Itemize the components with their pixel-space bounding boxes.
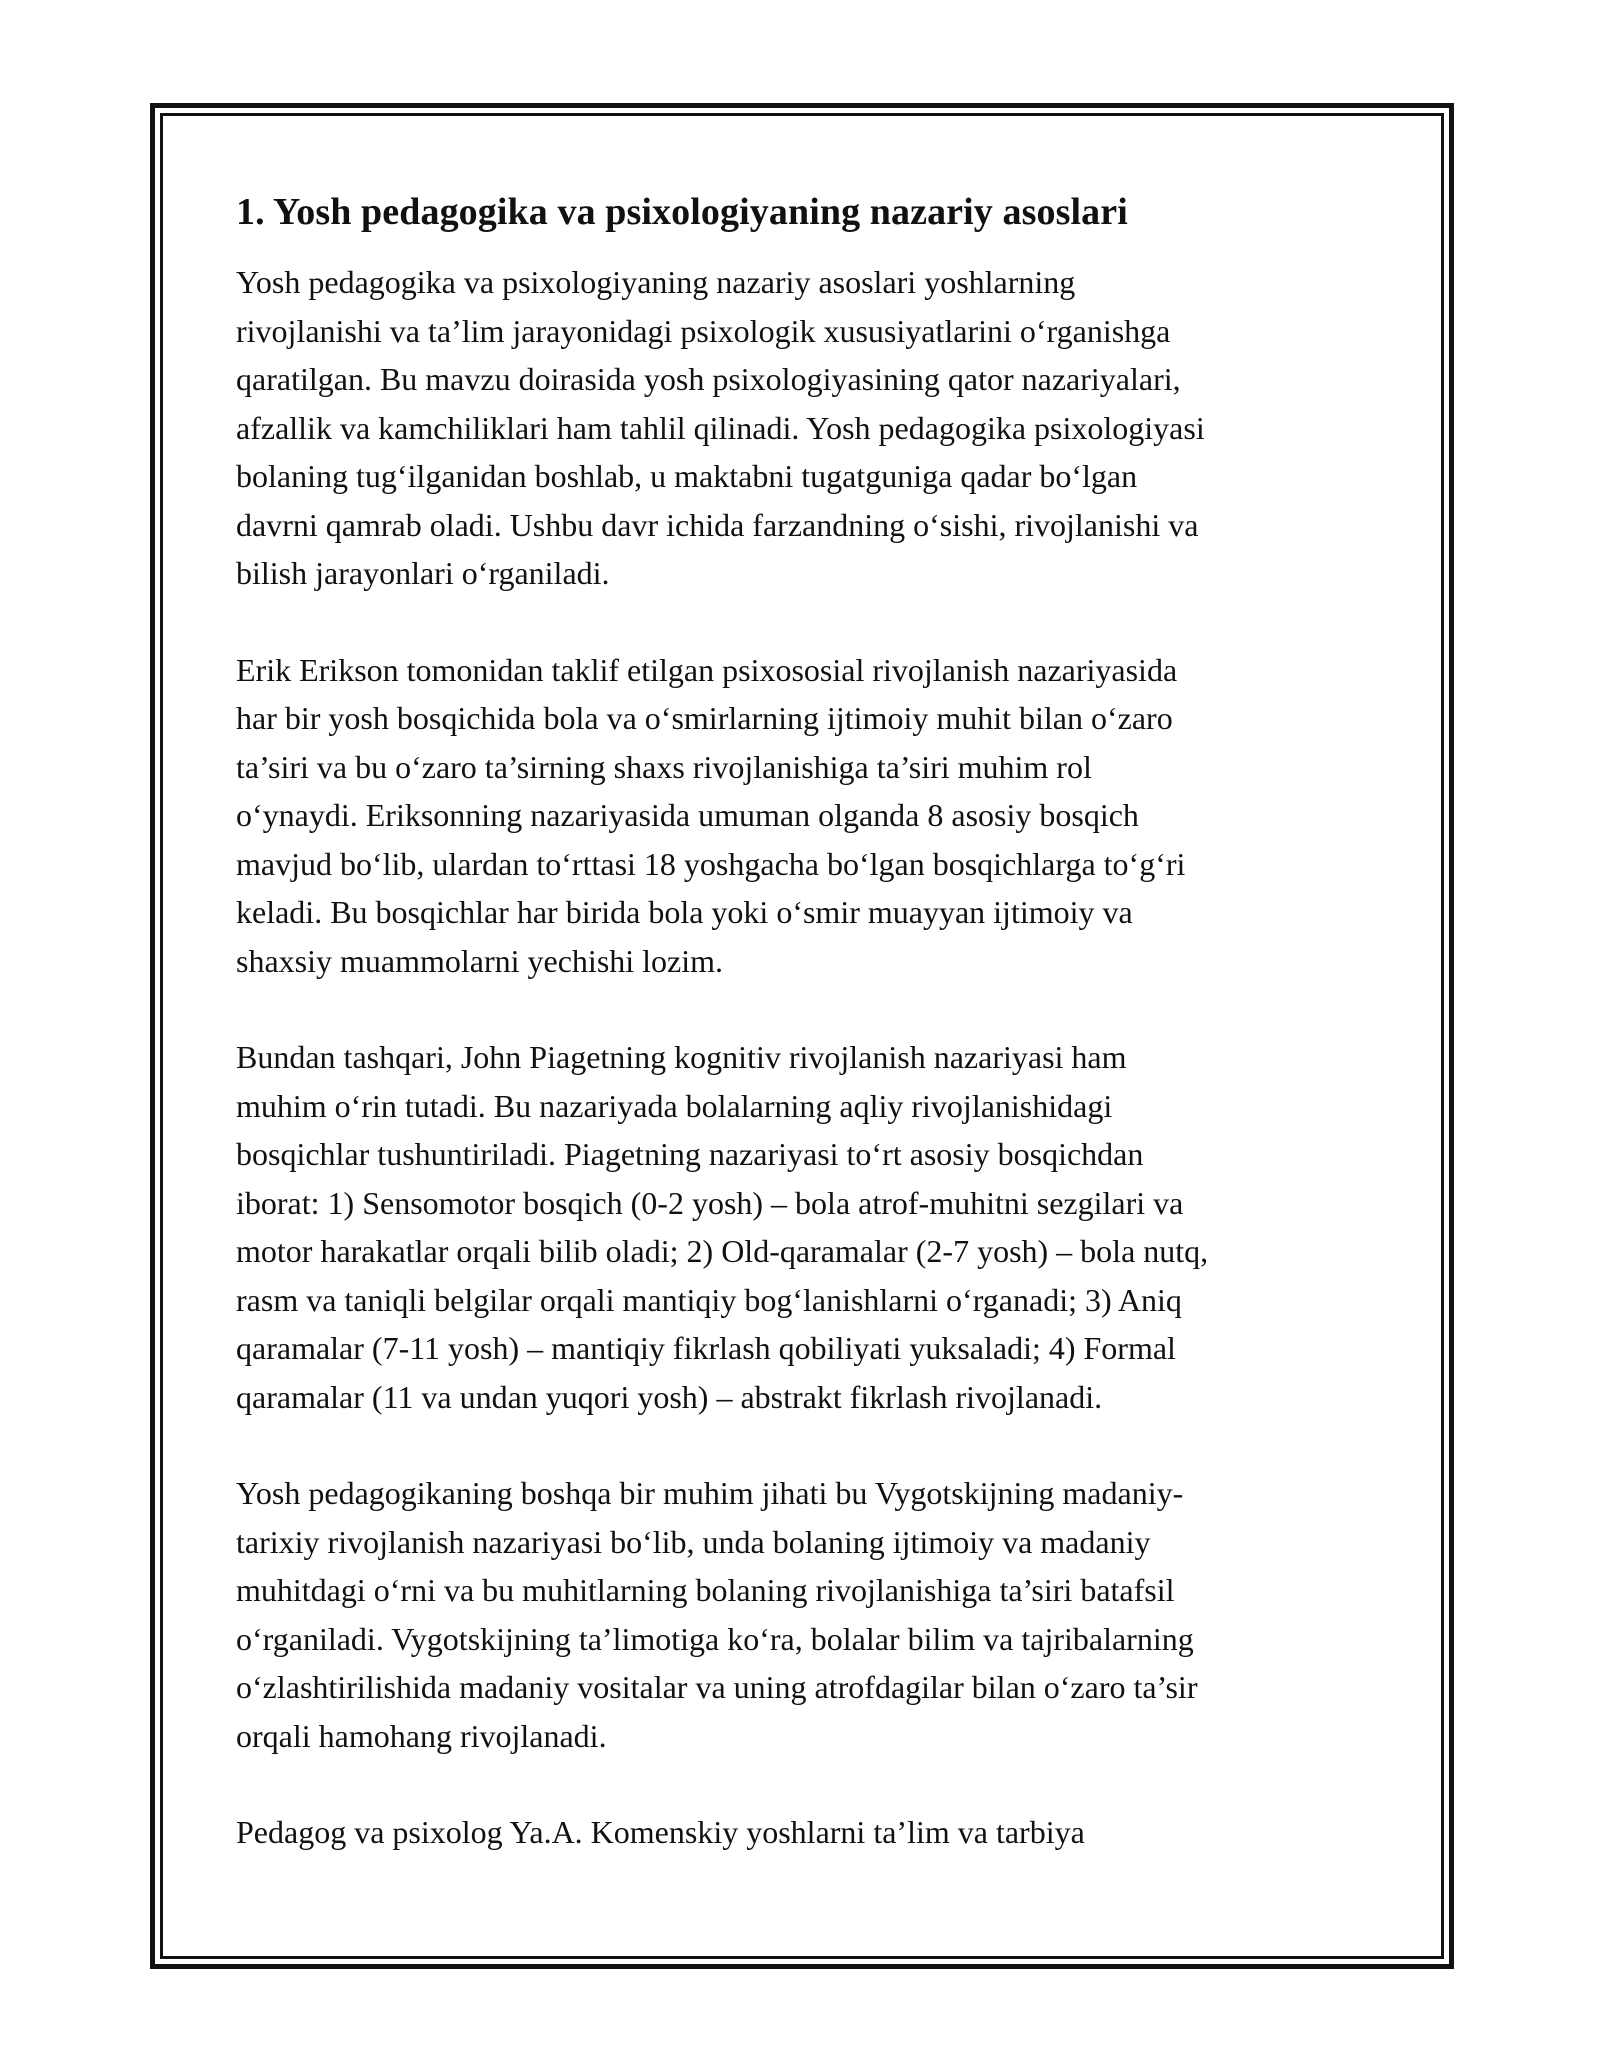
text-line: rasm va taniqli belgilar orqali mantiqiy bog‘lanishlarni o‘rganadi; 3) Aniq [236,1281,1182,1318]
body-text [236,258,1366,1857]
text-line: muhim o‘rin tutadi. Bu nazariyada bolalarning aqliy rivojlanishidagi [236,1087,1113,1124]
text-line: orqali hamohang rivojlanadi. [236,1717,607,1754]
text-line: Pedagog va psixolog Ya.A. Komenskiy yoshlarni ta’lim va tarbiya [236,1814,1085,1850]
text-line: qaramalar (7-11 yosh) – mantiqiy fikrlash qobiliyati yuksaladi; 4) Formal [236,1330,1176,1366]
text-line: motor harakatlar orqali bilib oladi; 2) Old-qaramalar (2-7 yosh) – bola nutq, [236,1233,1209,1269]
text-line: har bir yosh bosqichida bola va o‘smirlarning ijtimoiy muhit bilan o‘zaro [236,700,1173,736]
text-line: bosqichlar tushuntiriladi. Piagetning nazariyasi to‘rt asosiy bosqichdan [236,1136,1144,1172]
text-line: afzallik va kamchiliklari ham tahlil qilinadi. Yosh pedagogika psixologiyasi [236,409,1205,446]
section-heading: 1. Yosh pedagogika va psixologiyaning nazariy asoslari [236,191,1128,233]
text-line: o‘rganiladi. Vygotskijning ta’limotiga ko‘ra, bolalar bilim va tajribalarning [236,1620,1194,1657]
text-line: davrni qamrab oladi. Ushbu davr ichida farzandning o‘sishi, rivojlanishi va [236,506,1199,543]
text-line: qaramalar (11 va undan yuqori yosh) – abstrakt fikrlash rivojlanadi. [236,1378,1103,1415]
paragraph-intro [236,258,1366,598]
text-line: Yosh pedagogikaning boshqa bir muhim jihati bu Vygotskijning madaniy- [236,1475,1184,1511]
text-line: keladi. Bu bosqichlar har birida bola yoki o‘smir muayyan ijtimoiy va [236,894,1133,930]
text-line: Yosh pedagogika va psixologiyaning nazariy asoslari yoshlarning [236,264,1076,300]
paragraph-erikson [236,646,1366,986]
text-line: muhitdagi o‘rni va bu muhitlarning bolaning rivojlanishiga ta’siri batafsil [236,1572,1175,1608]
paragraph-vygotsky [236,1469,1366,1760]
text-line: qaratilgan. Bu mavzu doirasida yosh psixologiyasining qator nazariyalari, [236,361,1181,397]
paragraph-piaget [236,1033,1366,1421]
text-line: o‘zlashtirilishida madaniy vositalar va uning atrofdagilar bilan o‘zaro ta’sir [236,1669,1198,1705]
text-line: rivojlanishi va ta’lim jarayonidagi psixologik xususiyatlarini o‘rganishga [236,312,1171,349]
text-line: mavjud bo‘lib, ulardan to‘rttasi 18 yoshgacha bo‘lgan bosqichlarga to‘g‘ri [236,845,1186,882]
text-line: shaxsiy muammolarni yechishi lozim. [236,942,724,979]
text-line: iborat: 1) Sensomotor bosqich (0-2 yosh) – bola atrof-muhitni sezgilari va [236,1184,1184,1221]
text-line: ta’siri va bu o‘zaro ta’sirning shaxs rivojlanishiga ta’siri muhim rol [236,748,1092,785]
text-line: tarixiy rivojlanish nazariyasi bo‘lib, unda bolaning ijtimoiy va madaniy [236,1523,1151,1560]
document-content [236,186,1366,1905]
text-line: o‘ynaydi. Eriksonning nazariyasida umuman olganda 8 asosiy bosqich [236,797,1139,833]
text-line: bilish jarayonlari o‘rganiladi. [236,555,610,591]
paragraph-komenskiy [236,1808,1366,1857]
text-line: Bundan tashqari, John Piagetning kognitiv rivojlanish nazariyasi ham [236,1039,1127,1075]
text-line: Erik Erikson tomonidan taklif etilgan psixososial rivojlanish nazariyasida [236,651,1178,688]
text-line: bolaning tug‘ilganidan boshlab, u maktabni tugatguniga qadar bo‘lgan [236,458,1138,494]
